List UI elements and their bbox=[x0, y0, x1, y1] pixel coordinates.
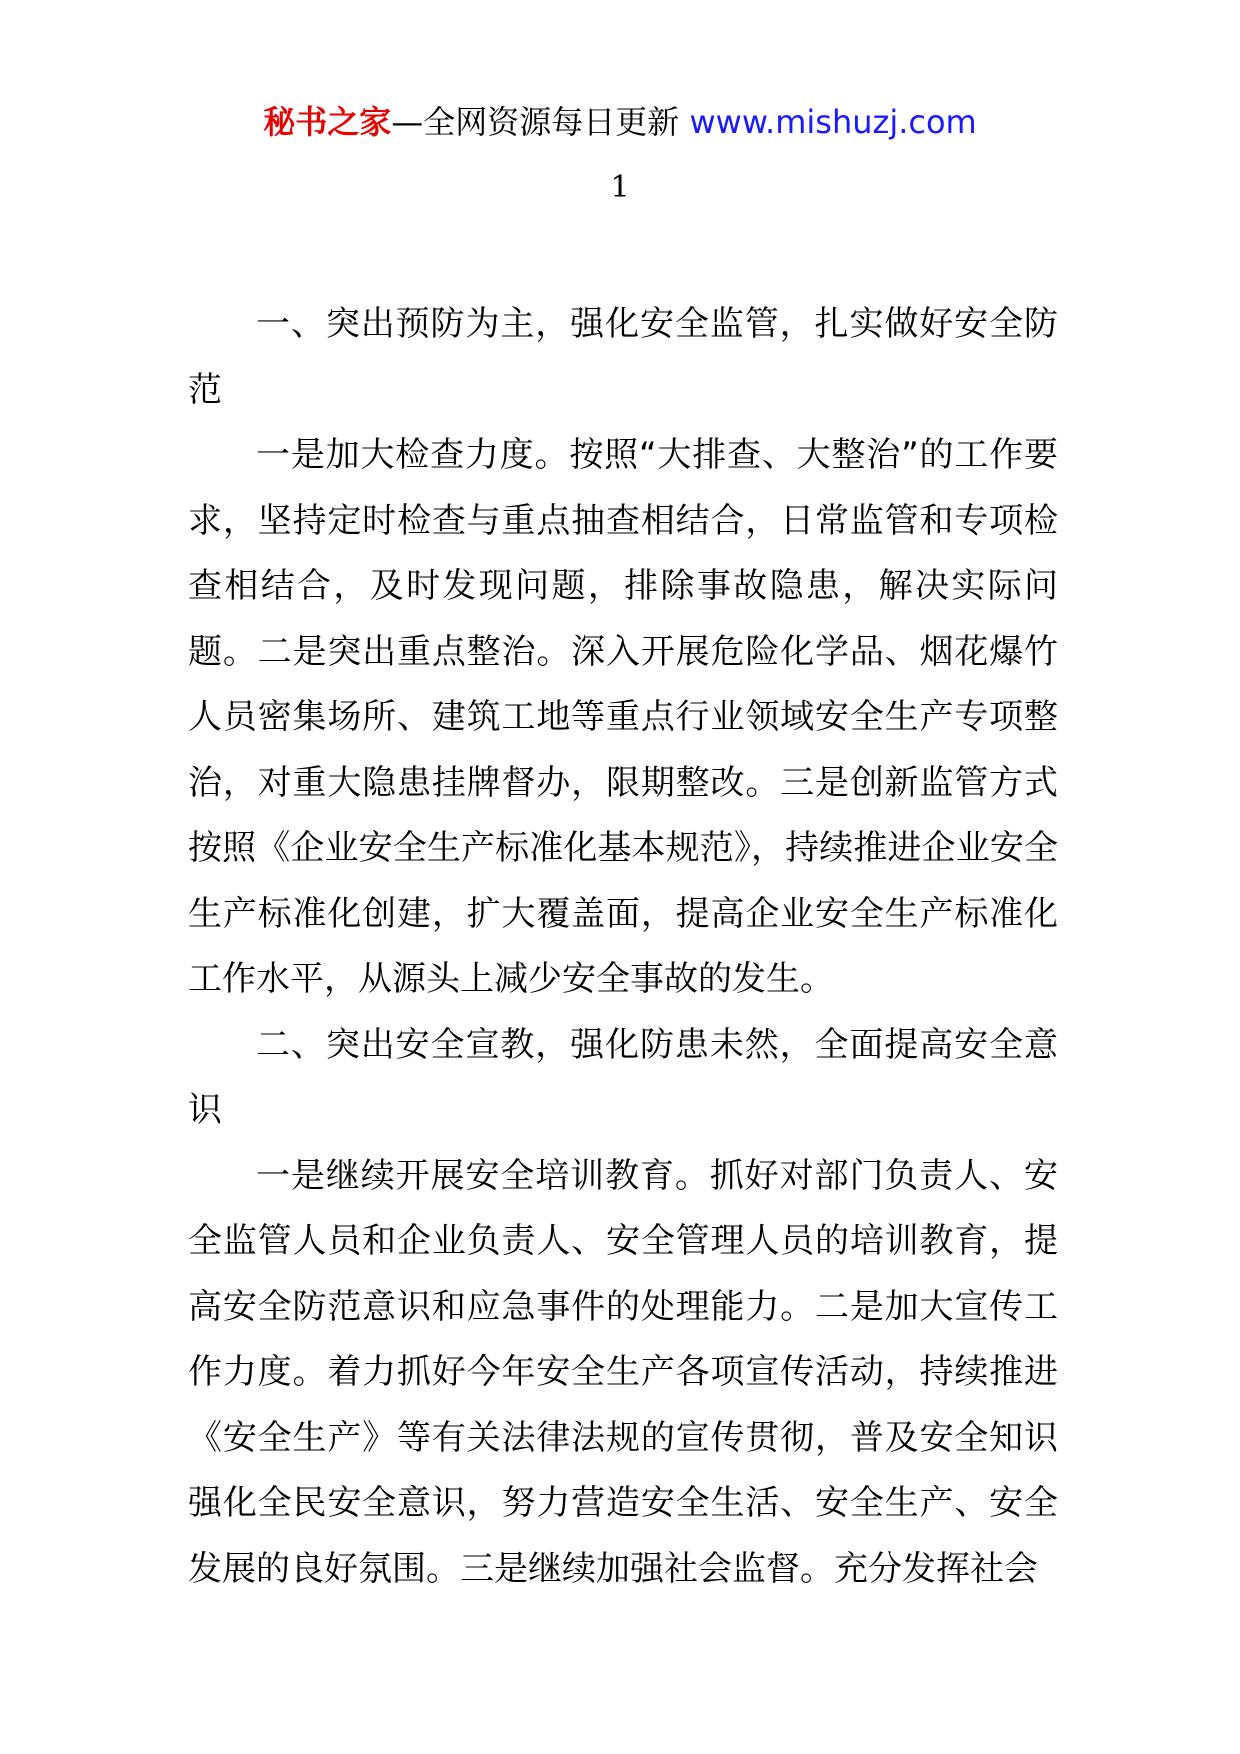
body-paragraph: 一是继续开展安全培训教育。抓好对部门负责人、安全监管人员和企业负责人、安全管理人员的培训教育，提高安全防范意识和应急事件的处理能力。二是加大宣传工作力度。着力抓好今年安全生产各项宣传活动，持续推进《安全生产》等有关法律法规的宣传贯彻，普及安全知识强化全民安全意识，努力营造安全生活、安全生产、安全发展的良好氛围。三是继续加强社会监督。充分发挥社会 bbox=[188, 1155, 1058, 1589]
body-paragraph: 一是加大检查力度。按照“大排查、大整治”的工作要求，坚持定时检查与重点抽查相结合，日常监管和专项检查相结合，及时发现问题，排除事故隐患，解决实际问题。二是突出重点整治。深入开展危险化学品、烟花爆竹人员密集场所、建筑工地等重点行业领域安全生产专项整治，对重大隐患挂牌督办，限期整改。三是创新监管方式按照《企业安全生产标准化基本规范》，持续推进企业安全生产标准化创建，扩大覆盖面，提高企业安全生产标准化工作水平，从源头上减少安全事故的发生。 bbox=[188, 435, 1058, 999]
brand-name: 秘书之家 bbox=[263, 103, 392, 141]
section-heading: 一、突出预防为主，强化安全监管，扎实做好安全防范 bbox=[188, 304, 1058, 410]
document-body bbox=[188, 292, 1058, 1602]
page-number: 1 bbox=[610, 170, 630, 205]
site-header bbox=[0, 100, 1240, 144]
section-heading: 二、突出安全宣教，强化防患未然，全面提高安全意识 bbox=[188, 1024, 1058, 1130]
site-url-link[interactable]: www.mishuzj.com bbox=[689, 103, 977, 141]
header-slogan: —全网资源每日更新 bbox=[391, 103, 690, 141]
